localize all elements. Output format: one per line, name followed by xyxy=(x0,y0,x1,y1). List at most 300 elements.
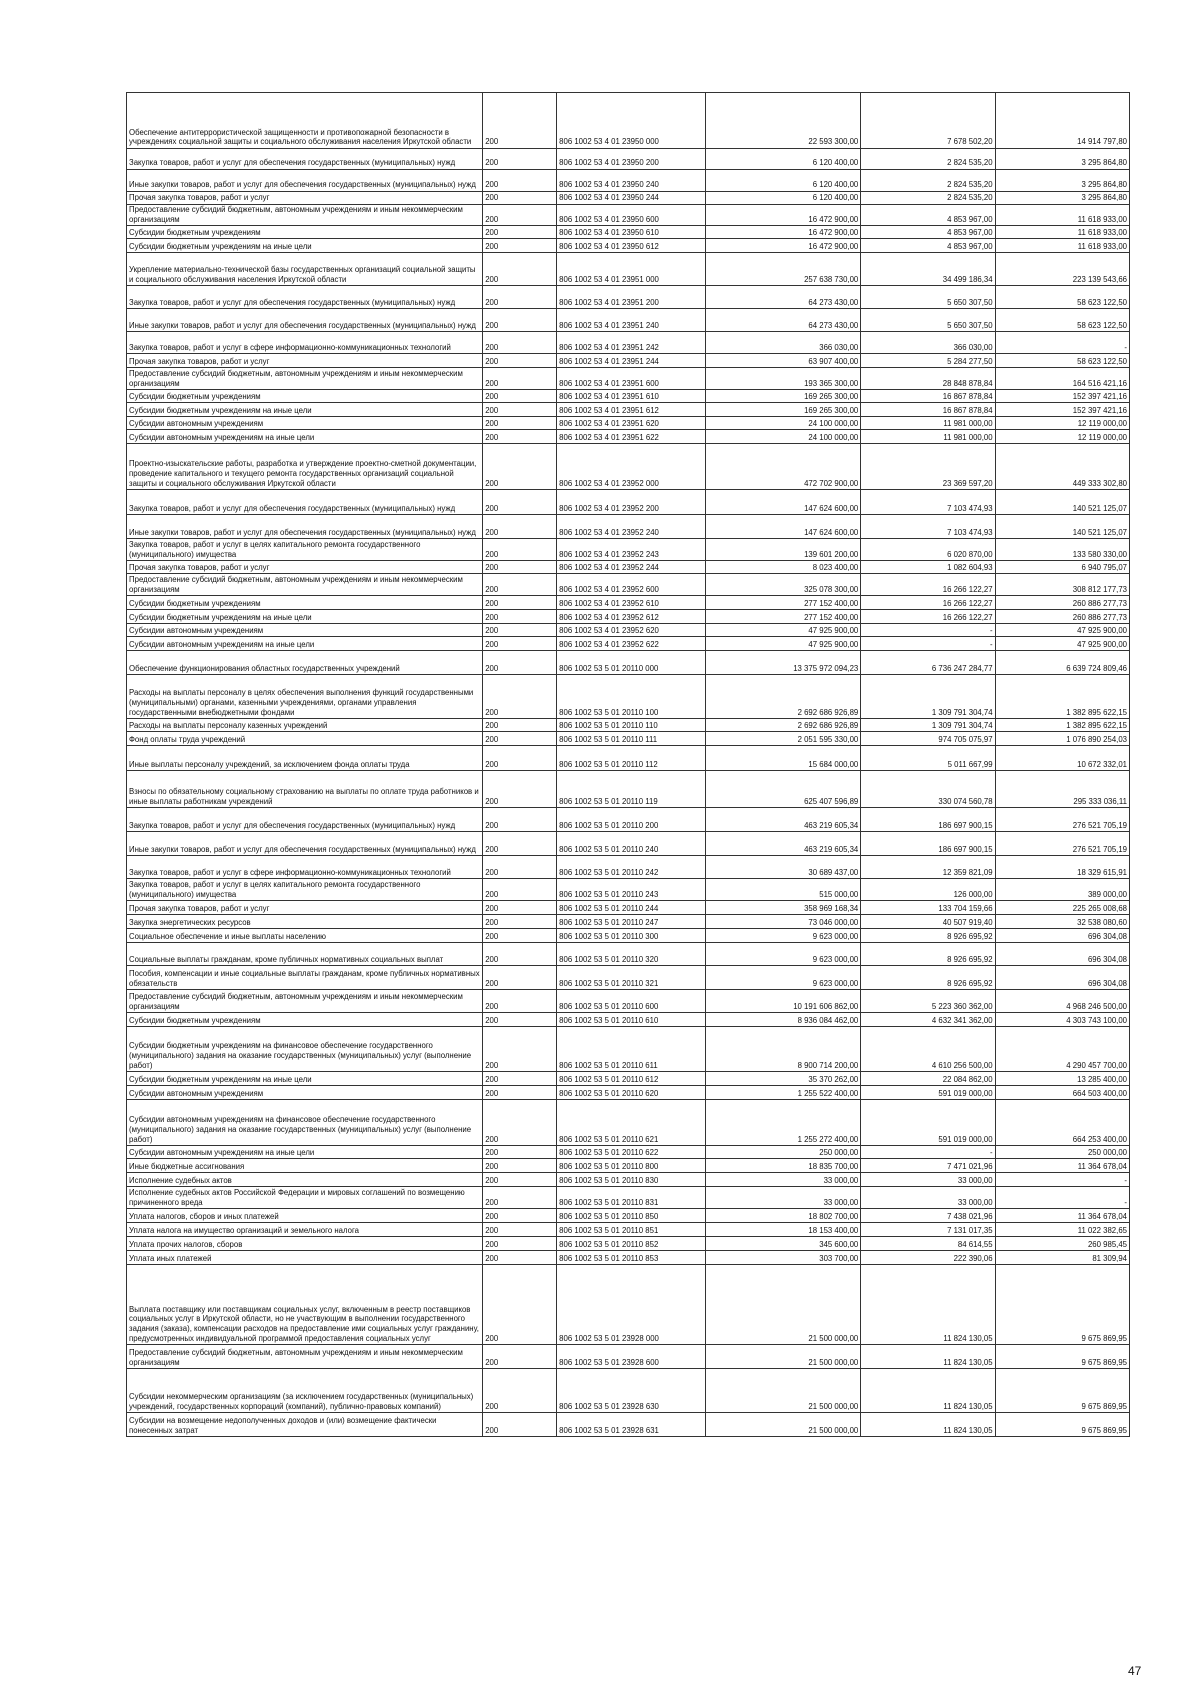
table-row xyxy=(127,93,1130,149)
remainder-amount-cell: 9 675 869,95 xyxy=(995,1345,1129,1369)
table-row xyxy=(127,1013,1130,1027)
classification-code-cell: 806 1002 53 4 01 23951 612 xyxy=(557,403,706,417)
classification-code-cell: 806 1002 53 4 01 23951 622 xyxy=(557,430,706,444)
approved-amount-cell: 16 472 900,00 xyxy=(706,226,861,239)
classification-code-cell: 806 1002 53 4 01 23952 620 xyxy=(557,624,706,637)
remainder-amount-cell: 58 623 122,50 xyxy=(995,354,1129,368)
expense-name-cell: Иные закупки товаров, работ и услуг для обеспечения государственных (муниципальных) нужд xyxy=(127,170,483,192)
line-code-cell: 200 xyxy=(483,966,557,990)
remainder-amount-cell: 696 304,08 xyxy=(995,966,1129,990)
remainder-amount-cell: 4 968 246 500,00 xyxy=(995,990,1129,1013)
table-row xyxy=(127,990,1130,1013)
approved-amount-cell: 303 700,00 xyxy=(706,1251,861,1265)
approved-amount-cell: 16 472 900,00 xyxy=(706,205,861,226)
expense-name-cell: Уплата налога на имущество организаций и земельного налога xyxy=(127,1223,483,1237)
remainder-amount-cell: 3 295 864,80 xyxy=(995,192,1129,205)
executed-amount-cell: 16 867 878,84 xyxy=(861,390,995,403)
table-row xyxy=(127,1159,1130,1173)
approved-amount-cell: 47 925 900,00 xyxy=(706,637,861,651)
line-code-cell: 200 xyxy=(483,624,557,637)
expense-name-cell: Закупка товаров, работ и услуг в сфере информационно-коммуникационных технологий xyxy=(127,332,483,354)
remainder-amount-cell: 11 618 933,00 xyxy=(995,226,1129,239)
classification-code-cell: 806 1002 53 4 01 23951 610 xyxy=(557,390,706,403)
line-code-cell: 200 xyxy=(483,1013,557,1027)
approved-amount-cell: 1 255 522 400,00 xyxy=(706,1086,861,1100)
remainder-amount-cell: 276 521 705,19 xyxy=(995,808,1129,832)
line-code-cell: 200 xyxy=(483,651,557,675)
classification-code-cell: 806 1002 53 5 01 20110 240 xyxy=(557,832,706,856)
table-row xyxy=(127,170,1130,192)
expense-name-cell: Укрепление материально-технической базы государственных организаций социальной защиты и социального обслуживания населения Иркутской области xyxy=(127,253,483,286)
executed-amount-cell: 8 926 695,92 xyxy=(861,929,995,943)
classification-code-cell: 806 1002 53 5 01 20110 622 xyxy=(557,1146,706,1159)
remainder-amount-cell: 32 538 080,60 xyxy=(995,915,1129,929)
expense-name-cell: Расходы на выплаты персоналу казенных учреждений xyxy=(127,719,483,732)
approved-amount-cell: 139 601 200,00 xyxy=(706,539,861,561)
approved-amount-cell: 9 623 000,00 xyxy=(706,943,861,966)
line-code-cell: 200 xyxy=(483,1413,557,1437)
table-row xyxy=(127,403,1130,417)
remainder-amount-cell: 4 303 743 100,00 xyxy=(995,1013,1129,1027)
line-code-cell: 200 xyxy=(483,1237,557,1251)
classification-code-cell: 806 1002 53 4 01 23952 622 xyxy=(557,637,706,651)
approved-amount-cell: 10 191 606 862,00 xyxy=(706,990,861,1013)
line-code-cell: 200 xyxy=(483,808,557,832)
remainder-amount-cell: 47 925 900,00 xyxy=(995,624,1129,637)
remainder-amount-cell: 152 397 421,16 xyxy=(995,403,1129,417)
table-row xyxy=(127,430,1130,444)
remainder-amount-cell: 58 623 122,50 xyxy=(995,286,1129,309)
executed-amount-cell: 34 499 186,34 xyxy=(861,253,995,286)
executed-amount-cell: - xyxy=(861,624,995,637)
executed-amount-cell: 186 697 900,15 xyxy=(861,832,995,856)
budget-execution-table xyxy=(126,92,1130,1437)
approved-amount-cell: 22 593 300,00 xyxy=(706,93,861,149)
classification-code-cell: 806 1002 53 5 01 20110 112 xyxy=(557,746,706,771)
executed-amount-cell: 4 610 256 500,00 xyxy=(861,1027,995,1072)
expense-name-cell: Предоставление субсидий бюджетным, автономным учреждениям и иным некоммерческим организациям xyxy=(127,1345,483,1369)
expense-name-cell: Субсидии бюджетным учреждениям xyxy=(127,1013,483,1027)
approved-amount-cell: 64 273 430,00 xyxy=(706,309,861,332)
remainder-amount-cell: 696 304,08 xyxy=(995,929,1129,943)
table-row xyxy=(127,515,1130,539)
table-row xyxy=(127,651,1130,675)
classification-code-cell: 806 1002 53 5 01 23928 000 xyxy=(557,1265,706,1345)
line-code-cell: 200 xyxy=(483,1146,557,1159)
expense-name-cell: Иные закупки товаров, работ и услуг для обеспечения государственных (муниципальных) нужд xyxy=(127,832,483,856)
approved-amount-cell: 18 802 700,00 xyxy=(706,1209,861,1223)
line-code-cell: 200 xyxy=(483,1223,557,1237)
approved-amount-cell: 169 265 300,00 xyxy=(706,390,861,403)
line-code-cell: 200 xyxy=(483,515,557,539)
remainder-amount-cell: 308 812 177,73 xyxy=(995,574,1129,596)
table-row xyxy=(127,1027,1130,1072)
executed-amount-cell: 7 471 021,96 xyxy=(861,1159,995,1173)
line-code-cell: 200 xyxy=(483,1251,557,1265)
classification-code-cell: 806 1002 53 4 01 23950 610 xyxy=(557,226,706,239)
table-row xyxy=(127,746,1130,771)
remainder-amount-cell: 6 940 795,07 xyxy=(995,561,1129,574)
expense-name-cell: Субсидии бюджетным учреждениям xyxy=(127,390,483,403)
remainder-amount-cell: 225 265 008,68 xyxy=(995,901,1129,915)
expense-name-cell: Субсидии автономным учреждениям на иные цели xyxy=(127,1146,483,1159)
approved-amount-cell: 147 624 600,00 xyxy=(706,490,861,515)
executed-amount-cell: 28 848 878,84 xyxy=(861,368,995,390)
approved-amount-cell: 16 472 900,00 xyxy=(706,239,861,253)
table-row xyxy=(127,915,1130,929)
classification-code-cell: 806 1002 53 4 01 23950 240 xyxy=(557,170,706,192)
remainder-amount-cell: 81 309,94 xyxy=(995,1251,1129,1265)
expense-name-cell: Субсидии некоммерческим организациям (за исключением государственных (муниципальных) учреждений, государственных корпораций (компаний), публично-правовых компаний) xyxy=(127,1369,483,1413)
table-row xyxy=(127,1072,1130,1086)
approved-amount-cell: 73 046 000,00 xyxy=(706,915,861,929)
approved-amount-cell: 30 689 437,00 xyxy=(706,856,861,879)
remainder-amount-cell: 223 139 543,66 xyxy=(995,253,1129,286)
approved-amount-cell: 147 624 600,00 xyxy=(706,515,861,539)
classification-code-cell: 806 1002 53 5 01 20110 830 xyxy=(557,1173,706,1187)
expense-name-cell: Прочая закупка товаров, работ и услуг xyxy=(127,901,483,915)
remainder-amount-cell: 12 119 000,00 xyxy=(995,417,1129,430)
classification-code-cell: 806 1002 53 5 01 20110 621 xyxy=(557,1100,706,1146)
approved-amount-cell: 169 265 300,00 xyxy=(706,403,861,417)
remainder-amount-cell: 18 329 615,91 xyxy=(995,856,1129,879)
expense-name-cell: Субсидии бюджетным учреждениям на иные цели xyxy=(127,610,483,624)
approved-amount-cell: 277 152 400,00 xyxy=(706,610,861,624)
line-code-cell: 200 xyxy=(483,637,557,651)
line-code-cell: 200 xyxy=(483,574,557,596)
table-row xyxy=(127,1345,1130,1369)
remainder-amount-cell: 250 000,00 xyxy=(995,1146,1129,1159)
table-row xyxy=(127,539,1130,561)
remainder-amount-cell: 140 521 125,07 xyxy=(995,515,1129,539)
executed-amount-cell: 23 369 597,20 xyxy=(861,444,995,490)
executed-amount-cell: 5 650 307,50 xyxy=(861,286,995,309)
expense-name-cell: Субсидии бюджетным учреждениям xyxy=(127,596,483,610)
classification-code-cell: 806 1002 53 5 01 20110 852 xyxy=(557,1237,706,1251)
expense-name-cell: Прочая закупка товаров, работ и услуг xyxy=(127,561,483,574)
executed-amount-cell: 7 678 502,20 xyxy=(861,93,995,149)
classification-code-cell: 806 1002 53 4 01 23951 000 xyxy=(557,253,706,286)
classification-code-cell: 806 1002 53 4 01 23952 612 xyxy=(557,610,706,624)
executed-amount-cell: 4 853 967,00 xyxy=(861,226,995,239)
classification-code-cell: 806 1002 53 4 01 23950 244 xyxy=(557,192,706,205)
approved-amount-cell: 2 692 686 926,89 xyxy=(706,719,861,732)
executed-amount-cell: 16 266 122,27 xyxy=(861,610,995,624)
line-code-cell: 200 xyxy=(483,170,557,192)
remainder-amount-cell: - xyxy=(995,1173,1129,1187)
line-code-cell: 200 xyxy=(483,929,557,943)
executed-amount-cell: 6 020 870,00 xyxy=(861,539,995,561)
table-row xyxy=(127,390,1130,403)
line-code-cell: 200 xyxy=(483,354,557,368)
expense-name-cell: Закупка товаров, работ и услуг для обеспечения государственных (муниципальных) нужд xyxy=(127,808,483,832)
table-row xyxy=(127,354,1130,368)
expense-name-cell: Субсидии бюджетным учреждениям xyxy=(127,226,483,239)
approved-amount-cell: 325 078 300,00 xyxy=(706,574,861,596)
line-code-cell: 200 xyxy=(483,1072,557,1086)
executed-amount-cell: 11 981 000,00 xyxy=(861,430,995,444)
classification-code-cell: 806 1002 53 5 01 20110 243 xyxy=(557,879,706,901)
executed-amount-cell: 591 019 000,00 xyxy=(861,1100,995,1146)
remainder-amount-cell: 11 364 678,04 xyxy=(995,1159,1129,1173)
expense-name-cell: Уплата иных платежей xyxy=(127,1251,483,1265)
executed-amount-cell: 16 266 122,27 xyxy=(861,596,995,610)
table-row xyxy=(127,192,1130,205)
expense-name-cell: Субсидии бюджетным учреждениям на иные цели xyxy=(127,403,483,417)
line-code-cell: 200 xyxy=(483,417,557,430)
approved-amount-cell: 1 255 272 400,00 xyxy=(706,1100,861,1146)
expense-name-cell: Проектно-изыскательские работы, разработка и утверждение проектно-сметной документации, проведение капитального и текущего ремонта государственных организаций социальной защиты и социального обслуживания Иркутской области xyxy=(127,444,483,490)
line-code-cell: 200 xyxy=(483,990,557,1013)
expense-name-cell: Иные бюджетные ассигнования xyxy=(127,1159,483,1173)
table-row xyxy=(127,637,1130,651)
executed-amount-cell: 1 309 791 304,74 xyxy=(861,719,995,732)
table-row xyxy=(127,1413,1130,1437)
executed-amount-cell: 33 000,00 xyxy=(861,1173,995,1187)
expense-name-cell: Обеспечение функционирования областных государственных учреждений xyxy=(127,651,483,675)
line-code-cell: 200 xyxy=(483,561,557,574)
approved-amount-cell: 250 000,00 xyxy=(706,1146,861,1159)
approved-amount-cell: 2 692 686 926,89 xyxy=(706,675,861,719)
remainder-amount-cell: 3 295 864,80 xyxy=(995,170,1129,192)
executed-amount-cell: 33 000,00 xyxy=(861,1187,995,1209)
line-code-cell: 200 xyxy=(483,239,557,253)
table-row xyxy=(127,943,1130,966)
expense-name-cell: Фонд оплаты труда учреждений xyxy=(127,732,483,746)
classification-code-cell: 806 1002 53 4 01 23951 600 xyxy=(557,368,706,390)
classification-code-cell: 806 1002 53 5 01 23928 631 xyxy=(557,1413,706,1437)
expense-name-cell: Субсидии на возмещение недополученных доходов и (или) возмещение фактически понесенных затрат xyxy=(127,1413,483,1437)
line-code-cell: 200 xyxy=(483,1265,557,1345)
executed-amount-cell: 7 438 021,96 xyxy=(861,1209,995,1223)
expense-name-cell: Иные закупки товаров, работ и услуг для обеспечения государственных (муниципальных) нужд xyxy=(127,309,483,332)
remainder-amount-cell: 260 985,45 xyxy=(995,1237,1129,1251)
line-code-cell: 200 xyxy=(483,309,557,332)
line-code-cell: 200 xyxy=(483,332,557,354)
table-row xyxy=(127,1251,1130,1265)
expense-name-cell: Социальные выплаты гражданам, кроме публичных нормативных социальных выплат xyxy=(127,943,483,966)
executed-amount-cell: 16 867 878,84 xyxy=(861,403,995,417)
table-row xyxy=(127,596,1130,610)
table-row xyxy=(127,624,1130,637)
line-code-cell: 200 xyxy=(483,719,557,732)
line-code-cell: 200 xyxy=(483,430,557,444)
line-code-cell: 200 xyxy=(483,1086,557,1100)
executed-amount-cell: 8 926 695,92 xyxy=(861,943,995,966)
classification-code-cell: 806 1002 53 5 01 20110 600 xyxy=(557,990,706,1013)
table-row xyxy=(127,1187,1130,1209)
executed-amount-cell: 591 019 000,00 xyxy=(861,1086,995,1100)
remainder-amount-cell: - xyxy=(995,1187,1129,1209)
executed-amount-cell: 222 390,06 xyxy=(861,1251,995,1265)
remainder-amount-cell: 9 675 869,95 xyxy=(995,1369,1129,1413)
classification-code-cell: 806 1002 53 4 01 23952 200 xyxy=(557,490,706,515)
classification-code-cell: 806 1002 53 5 01 20110 100 xyxy=(557,675,706,719)
classification-code-cell: 806 1002 53 5 01 23928 630 xyxy=(557,1369,706,1413)
remainder-amount-cell: 696 304,08 xyxy=(995,943,1129,966)
remainder-amount-cell: 11 618 933,00 xyxy=(995,205,1129,226)
executed-amount-cell: 2 824 535,20 xyxy=(861,192,995,205)
table-body xyxy=(127,93,1130,1437)
line-code-cell: 200 xyxy=(483,403,557,417)
line-code-cell: 200 xyxy=(483,879,557,901)
expense-name-cell: Пособия, компенсации и иные социальные выплаты гражданам, кроме публичных нормативных обязательств xyxy=(127,966,483,990)
classification-code-cell: 806 1002 53 5 01 20110 320 xyxy=(557,943,706,966)
expense-name-cell: Выплата поставщику или поставщикам социальных услуг, включенным в реестр поставщиков социальных услуг в Иркутской области, но не участвующим в выполнении государственного задания (заказа), компенсации расходов на предоставление ими социальных услуг гражданину, предусмотренных индивидуальной программой предоставления социальных услуг xyxy=(127,1265,483,1345)
executed-amount-cell: 4 853 967,00 xyxy=(861,205,995,226)
table-row xyxy=(127,966,1130,990)
expense-name-cell: Закупка товаров, работ и услуг в целях капитального ремонта государственного (муниципального) имущества xyxy=(127,539,483,561)
approved-amount-cell: 463 219 605,34 xyxy=(706,832,861,856)
table-row xyxy=(127,239,1130,253)
remainder-amount-cell: 9 675 869,95 xyxy=(995,1265,1129,1345)
remainder-amount-cell: 1 382 895 622,15 xyxy=(995,719,1129,732)
table-row xyxy=(127,675,1130,719)
line-code-cell: 200 xyxy=(483,1100,557,1146)
expense-name-cell: Субсидии автономным учреждениям xyxy=(127,1086,483,1100)
line-code-cell: 200 xyxy=(483,596,557,610)
remainder-amount-cell: 664 253 400,00 xyxy=(995,1100,1129,1146)
classification-code-cell: 806 1002 53 5 01 20110 831 xyxy=(557,1187,706,1209)
remainder-amount-cell: 449 333 302,80 xyxy=(995,444,1129,490)
approved-amount-cell: 47 925 900,00 xyxy=(706,624,861,637)
executed-amount-cell: 4 853 967,00 xyxy=(861,239,995,253)
line-code-cell: 200 xyxy=(483,943,557,966)
classification-code-cell: 806 1002 53 4 01 23952 610 xyxy=(557,596,706,610)
classification-code-cell: 806 1002 53 5 01 20110 850 xyxy=(557,1209,706,1223)
remainder-amount-cell: 11 022 382,65 xyxy=(995,1223,1129,1237)
remainder-amount-cell: 58 623 122,50 xyxy=(995,309,1129,332)
table-row xyxy=(127,1237,1130,1251)
classification-code-cell: 806 1002 53 4 01 23950 200 xyxy=(557,149,706,170)
table-row xyxy=(127,490,1130,515)
expense-name-cell: Закупка товаров, работ и услуг для обеспечения государственных (муниципальных) нужд xyxy=(127,490,483,515)
table-row xyxy=(127,732,1130,746)
executed-amount-cell: 11 824 130,05 xyxy=(861,1345,995,1369)
line-code-cell: 200 xyxy=(483,832,557,856)
approved-amount-cell: 366 030,00 xyxy=(706,332,861,354)
remainder-amount-cell: 260 886 277,73 xyxy=(995,610,1129,624)
expense-name-cell: Иные закупки товаров, работ и услуг для обеспечения государственных (муниципальных) нужд xyxy=(127,515,483,539)
classification-code-cell: 806 1002 53 5 01 20110 119 xyxy=(557,771,706,808)
line-code-cell: 200 xyxy=(483,1209,557,1223)
line-code-cell: 200 xyxy=(483,253,557,286)
expense-name-cell: Предоставление субсидий бюджетным, автономным учреждениям и иным некоммерческим организациям xyxy=(127,368,483,390)
expense-name-cell: Предоставление субсидий бюджетным, автономным учреждениям и иным некоммерческим организациям xyxy=(127,574,483,596)
expense-name-cell: Субсидии автономным учреждениям на иные цели xyxy=(127,637,483,651)
expense-name-cell: Закупка энергетических ресурсов xyxy=(127,915,483,929)
classification-code-cell: 806 1002 53 4 01 23950 612 xyxy=(557,239,706,253)
table-row xyxy=(127,1209,1130,1223)
expense-name-cell: Предоставление субсидий бюджетным, автономным учреждениям и иным некоммерческим организациям xyxy=(127,990,483,1013)
line-code-cell: 200 xyxy=(483,192,557,205)
table-row xyxy=(127,808,1130,832)
expense-name-cell: Закупка товаров, работ и услуг в сфере информационно-коммуникационных технологий xyxy=(127,856,483,879)
classification-code-cell: 806 1002 53 5 01 23928 600 xyxy=(557,1345,706,1369)
approved-amount-cell: 6 120 400,00 xyxy=(706,170,861,192)
table-row xyxy=(127,226,1130,239)
table-row xyxy=(127,1086,1130,1100)
approved-amount-cell: 18 153 400,00 xyxy=(706,1223,861,1237)
approved-amount-cell: 18 835 700,00 xyxy=(706,1159,861,1173)
classification-code-cell: 806 1002 53 5 01 20110 610 xyxy=(557,1013,706,1027)
table-row xyxy=(127,574,1130,596)
executed-amount-cell: 12 359 821,09 xyxy=(861,856,995,879)
expense-name-cell: Обеспечение антитеррористической защищенности и противопожарной безопасности в учреждениях социальной защиты и социального обслуживания населения Иркутской области xyxy=(127,93,483,149)
executed-amount-cell: 11 981 000,00 xyxy=(861,417,995,430)
classification-code-cell: 806 1002 53 4 01 23952 600 xyxy=(557,574,706,596)
executed-amount-cell: 11 824 130,05 xyxy=(861,1265,995,1345)
classification-code-cell: 806 1002 53 5 01 20110 800 xyxy=(557,1159,706,1173)
approved-amount-cell: 193 365 300,00 xyxy=(706,368,861,390)
classification-code-cell: 806 1002 53 4 01 23952 243 xyxy=(557,539,706,561)
classification-code-cell: 806 1002 53 4 01 23951 244 xyxy=(557,354,706,368)
table-row xyxy=(127,1223,1130,1237)
expense-name-cell: Субсидии бюджетным учреждениям на финансовое обеспечение государственного (муниципального) задания на оказание государственных (муниципальных) услуг (выполнение работ) xyxy=(127,1027,483,1072)
remainder-amount-cell: 11 618 933,00 xyxy=(995,239,1129,253)
line-code-cell: 200 xyxy=(483,226,557,239)
remainder-amount-cell: 133 580 330,00 xyxy=(995,539,1129,561)
expense-name-cell: Закупка товаров, работ и услуг для обеспечения государственных (муниципальных) нужд xyxy=(127,149,483,170)
executed-amount-cell: - xyxy=(861,1146,995,1159)
classification-code-cell: 806 1002 53 4 01 23950 000 xyxy=(557,93,706,149)
approved-amount-cell: 24 100 000,00 xyxy=(706,417,861,430)
classification-code-cell: 806 1002 53 4 01 23952 244 xyxy=(557,561,706,574)
line-code-cell: 200 xyxy=(483,93,557,149)
remainder-amount-cell: 276 521 705,19 xyxy=(995,832,1129,856)
approved-amount-cell: 625 407 596,89 xyxy=(706,771,861,808)
executed-amount-cell: 5 011 667,99 xyxy=(861,746,995,771)
approved-amount-cell: 21 500 000,00 xyxy=(706,1265,861,1345)
approved-amount-cell: 33 000,00 xyxy=(706,1173,861,1187)
line-code-cell: 200 xyxy=(483,1345,557,1369)
approved-amount-cell: 63 907 400,00 xyxy=(706,354,861,368)
line-code-cell: 200 xyxy=(483,444,557,490)
table-row xyxy=(127,368,1130,390)
approved-amount-cell: 33 000,00 xyxy=(706,1187,861,1209)
classification-code-cell: 806 1002 53 4 01 23952 000 xyxy=(557,444,706,490)
executed-amount-cell: 5 284 277,50 xyxy=(861,354,995,368)
line-code-cell: 200 xyxy=(483,149,557,170)
table-row xyxy=(127,719,1130,732)
classification-code-cell: 806 1002 53 4 01 23951 200 xyxy=(557,286,706,309)
line-code-cell: 200 xyxy=(483,771,557,808)
table-row xyxy=(127,332,1130,354)
expense-name-cell: Субсидии автономным учреждениям на финансовое обеспечение государственного (муниципального) задания на оказание государственных (муниципальных) услуг (выполнение работ) xyxy=(127,1100,483,1146)
line-code-cell: 200 xyxy=(483,490,557,515)
approved-amount-cell: 277 152 400,00 xyxy=(706,596,861,610)
expense-name-cell: Закупка товаров, работ и услуг в целях капитального ремонта государственного (муниципального) имущества xyxy=(127,879,483,901)
table-row xyxy=(127,309,1130,332)
table-row xyxy=(127,253,1130,286)
line-code-cell: 200 xyxy=(483,390,557,403)
executed-amount-cell: 974 705 075,97 xyxy=(861,732,995,746)
table-row xyxy=(127,610,1130,624)
approved-amount-cell: 515 000,00 xyxy=(706,879,861,901)
line-code-cell: 200 xyxy=(483,856,557,879)
executed-amount-cell: 2 824 535,20 xyxy=(861,149,995,170)
approved-amount-cell: 21 500 000,00 xyxy=(706,1345,861,1369)
approved-amount-cell: 257 638 730,00 xyxy=(706,253,861,286)
expense-name-cell: Прочая закупка товаров, работ и услуг xyxy=(127,354,483,368)
line-code-cell: 200 xyxy=(483,205,557,226)
classification-code-cell: 806 1002 53 5 01 20110 300 xyxy=(557,929,706,943)
expense-name-cell: Социальное обеспечение и иные выплаты населению xyxy=(127,929,483,943)
executed-amount-cell: 1 082 604,93 xyxy=(861,561,995,574)
executed-amount-cell: 16 266 122,27 xyxy=(861,574,995,596)
table-row xyxy=(127,1369,1130,1413)
expense-name-cell: Предоставление субсидий бюджетным, автономным учреждениям и иным некоммерческим организациям xyxy=(127,205,483,226)
